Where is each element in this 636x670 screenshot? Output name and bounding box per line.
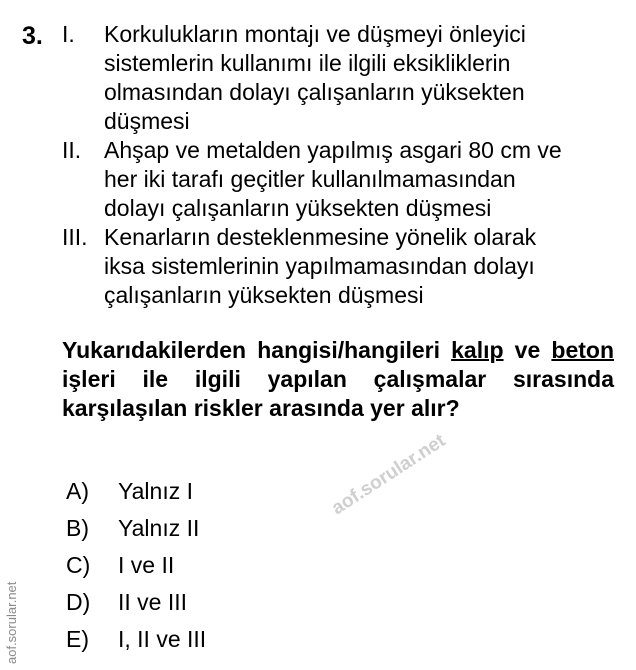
statement-2 bbox=[62, 136, 622, 223]
statement-text bbox=[104, 223, 622, 310]
diagonal-watermark: aof.sorular.net bbox=[328, 430, 450, 520]
statement-line: Kenarların desteklenmesine yönelik olarak bbox=[104, 224, 537, 250]
statement-line: düşmesi bbox=[104, 108, 190, 134]
statement-numeral: II. bbox=[62, 137, 82, 163]
option-letter: B) bbox=[66, 515, 89, 541]
statement-line: olmasından dolayı çalışanların yüksekten bbox=[104, 79, 525, 105]
statement-list bbox=[0, 20, 636, 310]
question-number: 3. bbox=[22, 22, 43, 50]
option-text: I, II ve III bbox=[118, 626, 207, 652]
prompt-text: Yukarıdakilerden hangisi/hangileri bbox=[62, 337, 452, 363]
prompt-underlined-term: kalıp bbox=[451, 337, 504, 363]
statement-text bbox=[104, 136, 622, 223]
option-text: Yalnız I bbox=[118, 478, 193, 504]
option-text: Yalnız II bbox=[118, 515, 200, 541]
statement-1 bbox=[62, 20, 622, 136]
prompt-underlined-term: beton bbox=[551, 337, 614, 363]
statement-text bbox=[104, 20, 622, 136]
statement-3 bbox=[62, 223, 622, 310]
option-letter: D) bbox=[66, 589, 91, 615]
prompt-text: işleri ile ilgili yapılan çalışmalar sırasında karşılaşılan riskler arasında yer alır? bbox=[62, 366, 614, 421]
statement-line: çalışanların yüksekten düşmesi bbox=[104, 282, 424, 308]
statement-line: iksa sistemlerinin yapılmamasından dolayı bbox=[104, 253, 535, 279]
answer-options bbox=[66, 473, 206, 658]
option-letter: C) bbox=[66, 552, 91, 578]
option-d[interactable] bbox=[66, 584, 206, 621]
option-letter: E) bbox=[66, 626, 89, 652]
statement-line: dolayı çalışanların yüksekten düşmesi bbox=[104, 195, 492, 221]
option-e[interactable] bbox=[66, 621, 206, 658]
option-text: I ve II bbox=[118, 552, 175, 578]
option-a[interactable] bbox=[66, 473, 206, 510]
option-text: II ve III bbox=[118, 589, 188, 615]
side-watermark: aof.sorular.net bbox=[4, 581, 19, 664]
option-letter: A) bbox=[66, 478, 89, 504]
option-b[interactable] bbox=[66, 510, 206, 547]
statement-numeral: III. bbox=[62, 224, 88, 250]
prompt-text: ve bbox=[503, 337, 552, 363]
statement-line: Ahşap ve metalden yapılmış asgari 80 cm ve bbox=[104, 137, 562, 163]
question-prompt bbox=[62, 336, 614, 423]
statement-line: sistemlerin kullanımı ile ilgili eksikliklerin bbox=[104, 50, 511, 76]
option-c[interactable] bbox=[66, 547, 206, 584]
statement-line: her iki tarafı geçitler kullanılmamasından bbox=[104, 166, 516, 192]
statement-numeral: I. bbox=[62, 21, 75, 47]
statement-line: Korkulukların montajı ve düşmeyi önleyici bbox=[104, 21, 526, 47]
